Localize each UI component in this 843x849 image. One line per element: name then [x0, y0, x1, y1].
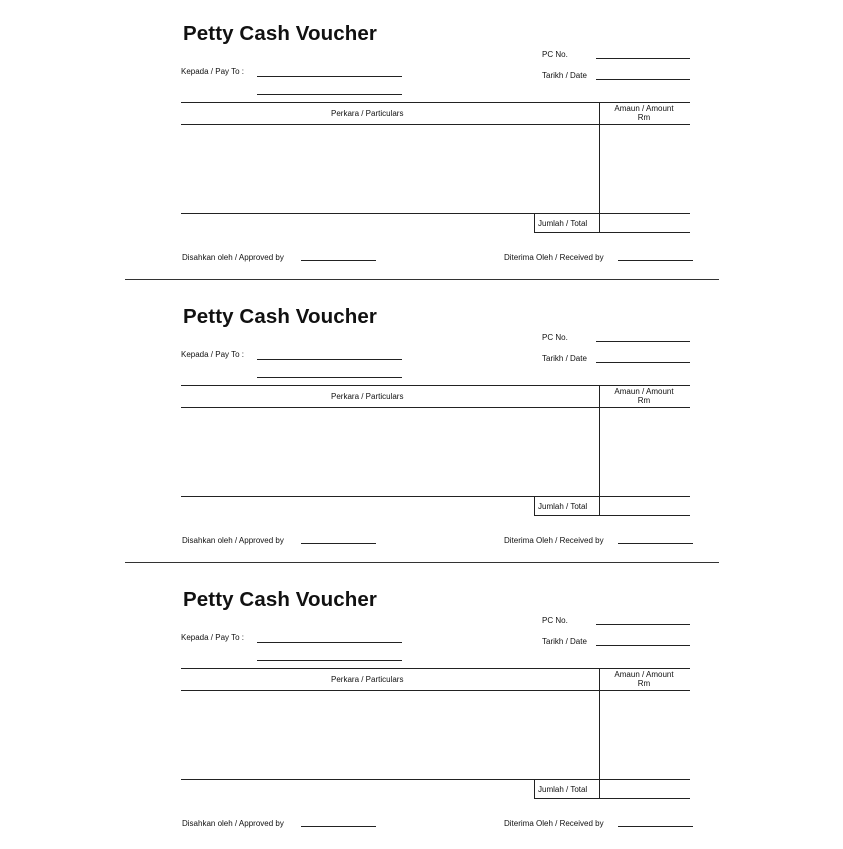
pay-to-label: Kepada / Pay To : — [181, 350, 245, 359]
amount-header — [600, 104, 688, 122]
particulars-header: Perkara / Particulars — [331, 392, 404, 401]
cut-line-1 — [125, 279, 719, 280]
pay-to-field-line-2[interactable] — [257, 94, 402, 95]
date-field[interactable] — [596, 645, 690, 646]
table-top-border — [181, 668, 690, 669]
pay-to-field-line-1[interactable] — [257, 359, 402, 360]
pay-to-field-line-2[interactable] — [257, 377, 402, 378]
voucher-1 — [0, 0, 843, 283]
particulars-header: Perkara / Particulars — [331, 109, 404, 118]
voucher-title: Petty Cash Voucher — [183, 305, 377, 328]
table-top-border — [181, 102, 690, 103]
received-by-field[interactable] — [618, 260, 693, 261]
approved-by-label: Disahkan oleh / Approved by — [182, 536, 284, 545]
approved-by-field[interactable] — [301, 826, 376, 827]
approved-by-field[interactable] — [301, 260, 376, 261]
date-label: Tarikh / Date — [542, 71, 587, 80]
table-body-bottom-border — [181, 496, 690, 497]
approved-by-field[interactable] — [301, 543, 376, 544]
pc-no-field[interactable] — [596, 341, 690, 342]
amount-header — [600, 670, 688, 688]
pay-to-label: Kepada / Pay To : — [181, 633, 245, 642]
pc-no-field[interactable] — [596, 58, 690, 59]
table-header-border — [181, 690, 690, 691]
amount-unit-label: Rm — [637, 113, 651, 122]
pay-to-label: Kepada / Pay To : — [181, 67, 245, 76]
date-field[interactable] — [596, 362, 690, 363]
total-label: Jumlah / Total — [538, 219, 588, 228]
total-cell-divider — [534, 496, 535, 515]
approved-by-label: Disahkan oleh / Approved by — [182, 253, 284, 262]
amount-unit-label: Rm — [637, 679, 651, 688]
voucher-3 — [0, 566, 843, 849]
date-label: Tarikh / Date — [542, 637, 587, 646]
pc-no-field[interactable] — [596, 624, 690, 625]
pay-to-field-line-1[interactable] — [257, 642, 402, 643]
amount-header-label: Amaun / Amount — [614, 104, 674, 113]
amount-header-label: Amaun / Amount — [614, 670, 674, 679]
amount-unit-label: Rm — [637, 396, 651, 405]
total-label: Jumlah / Total — [538, 785, 588, 794]
pc-no-label: PC No. — [542, 50, 568, 59]
total-label: Jumlah / Total — [538, 502, 588, 511]
amount-header — [600, 387, 688, 405]
table-body-bottom-border — [181, 213, 690, 214]
amount-header-label: Amaun / Amount — [614, 387, 674, 396]
total-bottom-border — [534, 798, 690, 799]
pc-no-label: PC No. — [542, 616, 568, 625]
pc-no-label: PC No. — [542, 333, 568, 342]
table-header-border — [181, 407, 690, 408]
total-cell-divider — [534, 213, 535, 232]
total-bottom-border — [534, 515, 690, 516]
total-cell-divider — [534, 779, 535, 798]
received-by-field[interactable] — [618, 826, 693, 827]
cut-line-2 — [125, 562, 719, 563]
table-body-bottom-border — [181, 779, 690, 780]
received-by-label: Diterima Oleh / Received by — [504, 536, 604, 545]
approved-by-label: Disahkan oleh / Approved by — [182, 819, 284, 828]
pay-to-field-line-1[interactable] — [257, 76, 402, 77]
date-field[interactable] — [596, 79, 690, 80]
table-top-border — [181, 385, 690, 386]
received-by-label: Diterima Oleh / Received by — [504, 819, 604, 828]
received-by-label: Diterima Oleh / Received by — [504, 253, 604, 262]
voucher-title: Petty Cash Voucher — [183, 22, 377, 45]
total-bottom-border — [534, 232, 690, 233]
table-header-border — [181, 124, 690, 125]
particulars-header: Perkara / Particulars — [331, 675, 404, 684]
pay-to-field-line-2[interactable] — [257, 660, 402, 661]
received-by-field[interactable] — [618, 543, 693, 544]
date-label: Tarikh / Date — [542, 354, 587, 363]
voucher-2 — [0, 283, 843, 566]
voucher-title: Petty Cash Voucher — [183, 588, 377, 611]
